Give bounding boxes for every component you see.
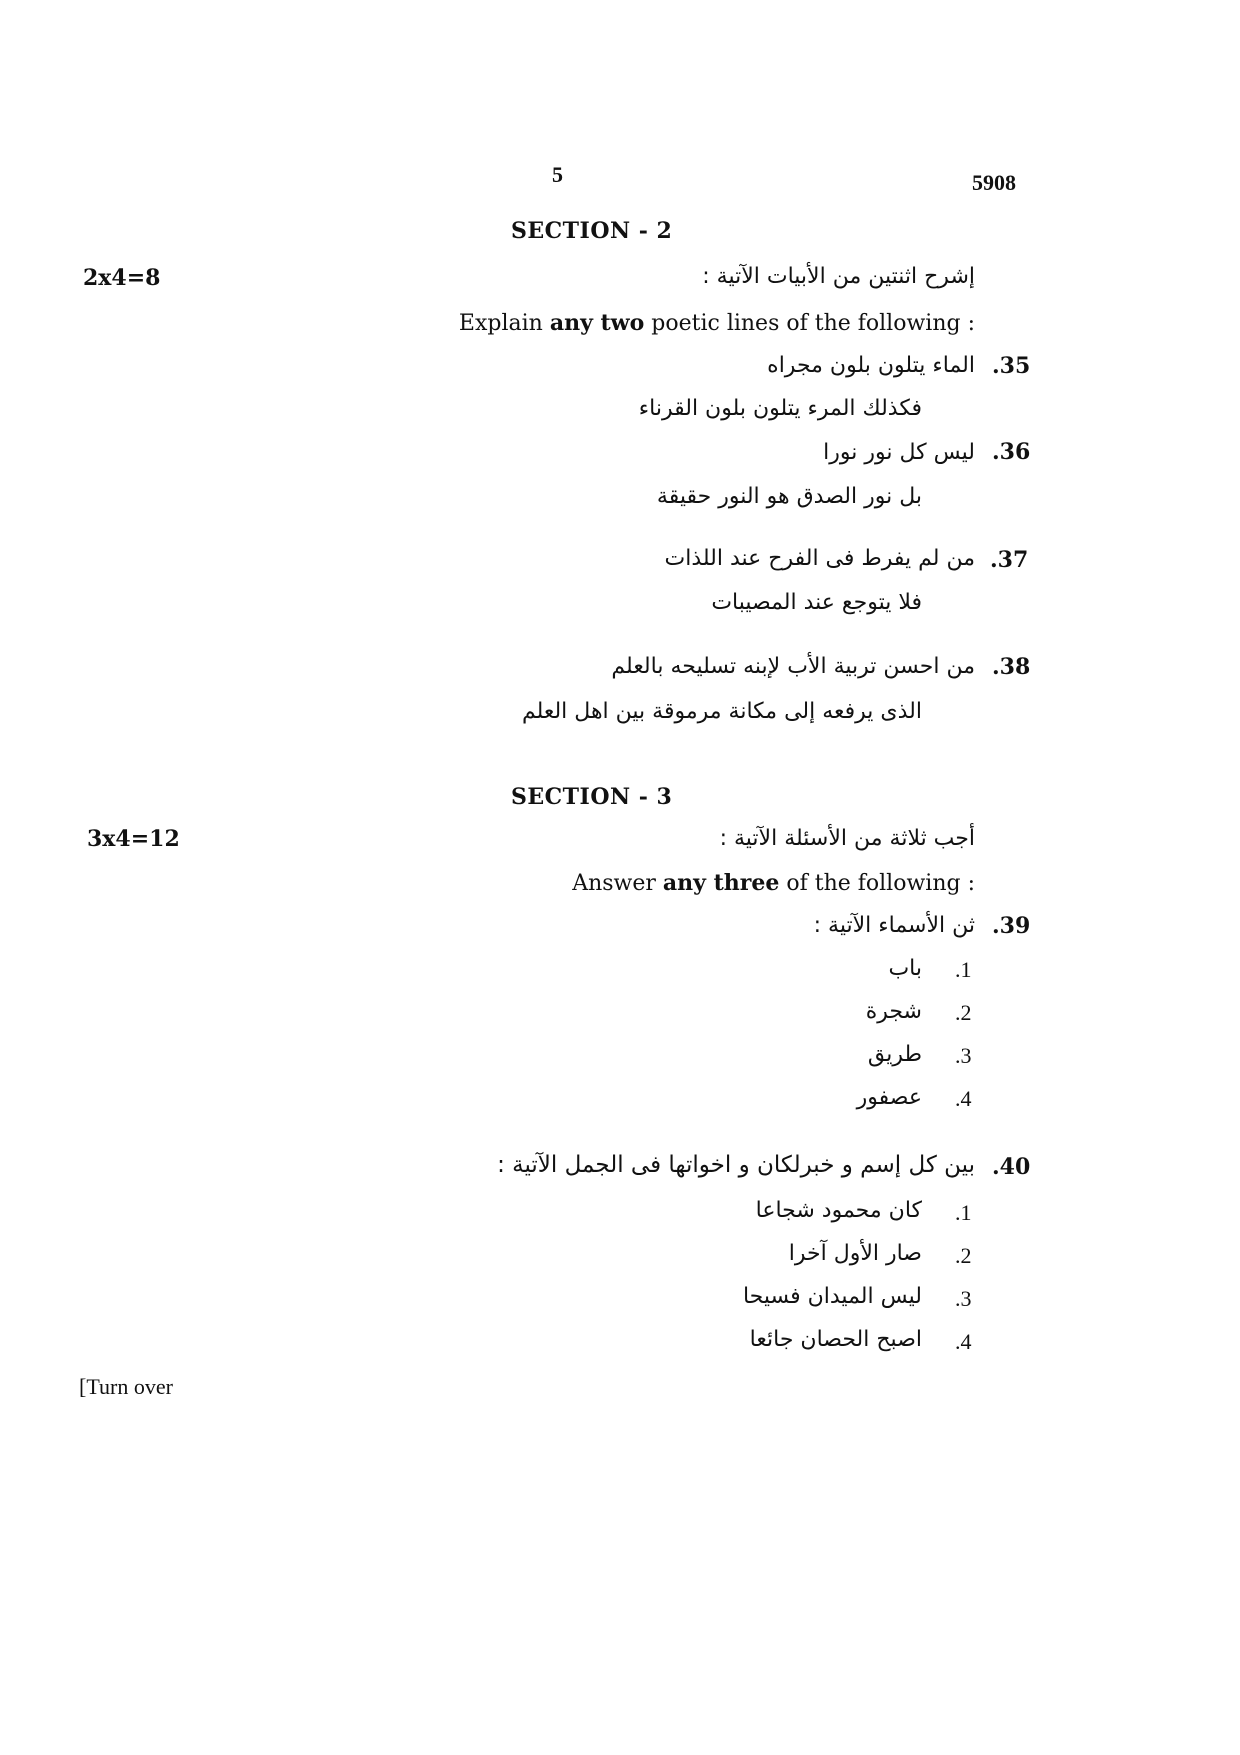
question-line: فكذلك المرء يتلون بلون القرناء bbox=[638, 396, 922, 421]
turn-over-note: [Turn over bbox=[79, 1374, 173, 1399]
question-line: من احسن تربية الأب لإبنه تسليحه بالعلم bbox=[611, 654, 975, 679]
question-number: .36 bbox=[992, 439, 1031, 465]
question-line: الذى يرفعه إلى مكانة مرموقة بين اهل العلم bbox=[521, 699, 922, 724]
instruction-emphasis: any three bbox=[662, 870, 780, 896]
instruction-text: of the following : bbox=[779, 871, 975, 896]
sub-item-number: .3 bbox=[955, 1043, 972, 1068]
sub-item-number: .1 bbox=[955, 957, 972, 982]
section-2-instruction-ar: إشرح اثنتين من الأبيات الآتية : bbox=[702, 264, 975, 289]
section-3-marks: 3x4=12 bbox=[87, 826, 180, 852]
instruction-text: poetic lines of the following : bbox=[644, 311, 975, 336]
question-number: .40 bbox=[992, 1154, 1031, 1180]
sub-item-text: طريق bbox=[867, 1042, 922, 1067]
question-line: من لم يفرط فى الفرح عند اللذات bbox=[664, 546, 975, 571]
question-number: .37 bbox=[990, 547, 1029, 573]
section-3-instruction-ar: أجب ثلاثة من الأسئلة الآتية : bbox=[719, 826, 975, 851]
sub-item-number: .4 bbox=[955, 1086, 972, 1111]
section-2-instruction-en bbox=[459, 310, 975, 336]
sub-item-text: عصفور bbox=[856, 1085, 922, 1110]
sub-item-text: باب bbox=[888, 956, 922, 981]
instruction-emphasis: any two bbox=[549, 310, 645, 336]
sub-item-number: .1 bbox=[955, 1200, 972, 1225]
instruction-text: Explain bbox=[458, 311, 550, 336]
question-line: الماء يتلون بلون مجراه bbox=[767, 353, 975, 378]
question-line: بل نور الصدق هو النور حقيقة bbox=[656, 484, 922, 509]
sub-item-text: ليس الميدان فسيحا bbox=[742, 1284, 922, 1309]
sub-item-text: شجرة bbox=[865, 999, 922, 1024]
section-3-title: SECTION - 3 bbox=[511, 784, 673, 810]
instruction-text: Answer bbox=[572, 871, 663, 896]
question-number: .35 bbox=[992, 353, 1031, 379]
section-2-marks: 2x4=8 bbox=[83, 265, 161, 291]
sub-item-number: .3 bbox=[955, 1286, 972, 1311]
question-number: .38 bbox=[992, 654, 1031, 680]
section-3-instruction-en bbox=[572, 870, 975, 896]
question-line: ليس كل نور نورا bbox=[823, 440, 975, 465]
question-prompt: ثن الأسماء الآتية : bbox=[813, 913, 975, 938]
sub-item-number: .4 bbox=[955, 1329, 972, 1354]
question-line: فلا يتوجع عند المصيبات bbox=[711, 590, 922, 615]
question-prompt: بين كل إسم و خبرلكان و اخواتها فى الجمل الآتية : bbox=[497, 1152, 975, 1178]
question-number: .39 bbox=[992, 913, 1031, 939]
sub-item-text: صار الأول آخرا bbox=[788, 1241, 922, 1266]
paper-code: 5908 bbox=[972, 170, 1016, 195]
sub-item-number: .2 bbox=[955, 1000, 972, 1025]
section-2-title: SECTION - 2 bbox=[511, 218, 673, 244]
sub-item-number: .2 bbox=[955, 1243, 972, 1268]
page-number: 5 bbox=[552, 162, 563, 187]
sub-item-text: كان محمود شجاعا bbox=[755, 1198, 922, 1223]
sub-item-text: اصبح الحصان جائعا bbox=[749, 1327, 922, 1352]
